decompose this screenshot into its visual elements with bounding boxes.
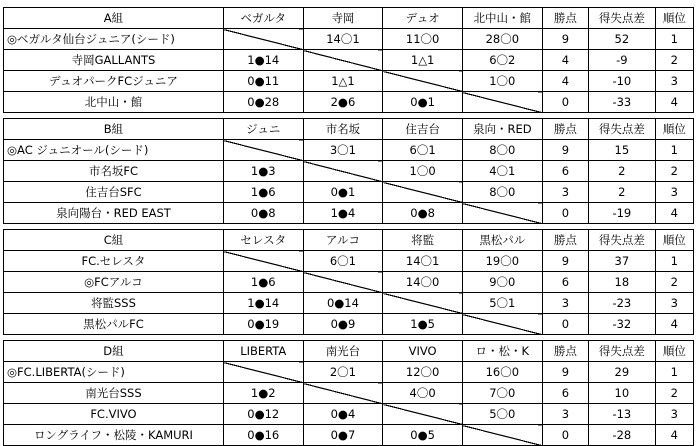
- points-value: 6: [542, 383, 588, 404]
- match-result: 5〇1: [462, 293, 542, 314]
- self-match-cell: [303, 161, 383, 182]
- opponent-header: ジュニ: [223, 119, 303, 140]
- goal-diff-value: 15: [589, 140, 656, 161]
- opponent-header: 市名坂: [303, 119, 383, 140]
- goal-diff-value: -32: [589, 314, 656, 335]
- match-result: 6〇1: [303, 251, 383, 272]
- goal-diff-header: 得失点差: [589, 341, 656, 362]
- match-result: 0●5: [383, 425, 463, 446]
- goal-diff-value: 10: [589, 383, 656, 404]
- rank-value: 4: [655, 314, 693, 335]
- match-result: 6〇2: [462, 50, 542, 71]
- team-row: [4, 182, 694, 203]
- rank-value: 4: [655, 425, 693, 446]
- self-match-cell: [462, 203, 542, 224]
- group-table: [3, 340, 694, 446]
- self-match-cell: [223, 29, 303, 50]
- opponent-header: デュオ: [383, 8, 463, 29]
- team-name: FC.セレスタ: [4, 251, 224, 272]
- rank-header: 順位: [655, 8, 693, 29]
- rank-header: 順位: [655, 119, 693, 140]
- match-result: 0●12: [223, 404, 303, 425]
- self-match-cell: [303, 50, 383, 71]
- rank-value: 2: [655, 161, 693, 182]
- match-result: 6〇1: [383, 140, 463, 161]
- rank-value: 3: [655, 293, 693, 314]
- team-name: 住吉台SFC: [4, 182, 224, 203]
- match-result: 4〇1: [462, 161, 542, 182]
- match-result: 1●2: [223, 383, 303, 404]
- points-value: 0: [542, 425, 588, 446]
- team-row: [4, 71, 694, 92]
- match-result: 14〇1: [303, 29, 383, 50]
- points-value: 6: [542, 161, 588, 182]
- group-label: D組: [4, 341, 224, 362]
- opponent-header: 将監: [383, 230, 463, 251]
- goal-diff-value: 2: [589, 182, 656, 203]
- team-row: [4, 272, 694, 293]
- match-result: 2●6: [303, 92, 383, 113]
- team-name: FC.VIVO: [4, 404, 224, 425]
- match-result: 5〇0: [462, 404, 542, 425]
- team-name: ロングライフ・松陵・KAMURI: [4, 425, 224, 446]
- rank-value: 2: [655, 272, 693, 293]
- opponent-header: 泉向・RED: [462, 119, 542, 140]
- rank-value: 2: [655, 50, 693, 71]
- self-match-cell: [223, 140, 303, 161]
- match-result: 0●9: [303, 314, 383, 335]
- match-result: 14〇1: [383, 251, 463, 272]
- self-match-cell: [383, 71, 463, 92]
- rank-value: 2: [655, 383, 693, 404]
- goal-diff-value: -10: [589, 71, 656, 92]
- points-header: 勝点: [542, 119, 588, 140]
- match-result: 4〇0: [383, 383, 463, 404]
- match-result: 1●6: [223, 272, 303, 293]
- points-value: 0: [542, 314, 588, 335]
- group-table: [3, 7, 694, 113]
- opponent-header: アルコ: [303, 230, 383, 251]
- match-result: 0●16: [223, 425, 303, 446]
- self-match-cell: [223, 362, 303, 383]
- team-row: [4, 92, 694, 113]
- rank-header: 順位: [655, 230, 693, 251]
- team-name: 市名坂FC: [4, 161, 224, 182]
- group-header-row: [4, 230, 694, 251]
- team-name: 南光台SSS: [4, 383, 224, 404]
- match-result: 1●4: [303, 203, 383, 224]
- team-name: ◎FCアルコ: [4, 272, 224, 293]
- match-result: 1〇0: [462, 71, 542, 92]
- points-value: 9: [542, 251, 588, 272]
- self-match-cell: [462, 425, 542, 446]
- self-match-cell: [383, 182, 463, 203]
- match-result: 1●14: [223, 50, 303, 71]
- opponent-header: ロ・松・K: [462, 341, 542, 362]
- rank-value: 1: [655, 362, 693, 383]
- match-result: 8〇0: [462, 140, 542, 161]
- self-match-cell: [462, 92, 542, 113]
- team-name: 将監SSS: [4, 293, 224, 314]
- group-table: [3, 118, 694, 224]
- match-result: 0●1: [303, 182, 383, 203]
- points-value: 9: [542, 29, 588, 50]
- match-result: 0●28: [223, 92, 303, 113]
- self-match-cell: [383, 293, 463, 314]
- rank-value: 4: [655, 203, 693, 224]
- goal-diff-value: 18: [589, 272, 656, 293]
- goal-diff-value: -23: [589, 293, 656, 314]
- team-row: [4, 251, 694, 272]
- opponent-header: LIBERTA: [223, 341, 303, 362]
- goal-diff-header: 得失点差: [589, 230, 656, 251]
- team-row: [4, 161, 694, 182]
- match-result: 0●11: [223, 71, 303, 92]
- group-table: [3, 229, 694, 335]
- team-name: 泉向陽台・RED EAST: [4, 203, 224, 224]
- opponent-header: 南光台: [303, 341, 383, 362]
- rank-value: 1: [655, 140, 693, 161]
- team-name: デュオパークFCジュニア: [4, 71, 224, 92]
- match-result: 0●1: [383, 92, 463, 113]
- match-result: 9〇0: [462, 272, 542, 293]
- opponent-header: VIVO: [383, 341, 463, 362]
- match-result: 1●14: [223, 293, 303, 314]
- rank-value: 3: [655, 404, 693, 425]
- points-header: 勝点: [542, 8, 588, 29]
- match-result: 0●8: [383, 203, 463, 224]
- match-result: 1●5: [383, 314, 463, 335]
- self-match-cell: [462, 314, 542, 335]
- match-result: 0●7: [303, 425, 383, 446]
- group-label: C組: [4, 230, 224, 251]
- points-value: 9: [542, 140, 588, 161]
- match-result: 0●8: [223, 203, 303, 224]
- match-result: 0●19: [223, 314, 303, 335]
- match-result: 1△1: [303, 71, 383, 92]
- goal-diff-value: 52: [589, 29, 656, 50]
- points-value: 3: [542, 404, 588, 425]
- team-name: 寺岡GALLANTS: [4, 50, 224, 71]
- rank-value: 3: [655, 71, 693, 92]
- group-header-row: [4, 119, 694, 140]
- self-match-cell: [223, 251, 303, 272]
- opponent-header: セレスタ: [223, 230, 303, 251]
- match-result: 1△1: [383, 50, 463, 71]
- rank-value: 4: [655, 92, 693, 113]
- match-result: 2〇1: [303, 362, 383, 383]
- match-result: 8〇0: [462, 182, 542, 203]
- team-row: [4, 203, 694, 224]
- goal-diff-value: 2: [589, 161, 656, 182]
- group-label: B組: [4, 119, 224, 140]
- points-value: 6: [542, 272, 588, 293]
- points-header: 勝点: [542, 230, 588, 251]
- team-name: ◎FC.LIBERTA(シード): [4, 362, 224, 383]
- team-row: [4, 425, 694, 446]
- group-label: A組: [4, 8, 224, 29]
- goal-diff-value: -19: [589, 203, 656, 224]
- team-row: [4, 293, 694, 314]
- match-result: 1〇0: [383, 161, 463, 182]
- match-result: 14〇0: [383, 272, 463, 293]
- self-match-cell: [383, 404, 463, 425]
- team-row: [4, 29, 694, 50]
- rank-value: 1: [655, 251, 693, 272]
- goal-diff-value: 29: [589, 362, 656, 383]
- match-result: 1●6: [223, 182, 303, 203]
- team-name: 黒松パルFC: [4, 314, 224, 335]
- rank-header: 順位: [655, 341, 693, 362]
- rank-value: 3: [655, 182, 693, 203]
- match-result: 19〇0: [462, 251, 542, 272]
- match-result: 0●4: [303, 404, 383, 425]
- match-result: 0●14: [303, 293, 383, 314]
- team-name: ◎AC ジュニオール(シード): [4, 140, 224, 161]
- team-name: ◎ベガルタ仙台ジュニア(シード): [4, 29, 224, 50]
- points-value: 0: [542, 203, 588, 224]
- goal-diff-value: -13: [589, 404, 656, 425]
- match-result: 12〇0: [383, 362, 463, 383]
- goal-diff-header: 得失点差: [589, 8, 656, 29]
- goal-diff-value: 37: [589, 251, 656, 272]
- points-value: 0: [542, 92, 588, 113]
- self-match-cell: [303, 383, 383, 404]
- match-result: 3〇1: [303, 140, 383, 161]
- match-result: 11〇0: [383, 29, 463, 50]
- team-row: [4, 383, 694, 404]
- points-value: 4: [542, 71, 588, 92]
- goal-diff-header: 得失点差: [589, 119, 656, 140]
- goal-diff-value: -28: [589, 425, 656, 446]
- opponent-header: 黒松パル: [462, 230, 542, 251]
- points-value: 3: [542, 293, 588, 314]
- match-result: 1●3: [223, 161, 303, 182]
- team-row: [4, 140, 694, 161]
- goal-diff-value: -33: [589, 92, 656, 113]
- team-row: [4, 314, 694, 335]
- rank-value: 1: [655, 29, 693, 50]
- points-header: 勝点: [542, 341, 588, 362]
- points-value: 3: [542, 182, 588, 203]
- team-name: 北中山・館: [4, 92, 224, 113]
- opponent-header: 寺岡: [303, 8, 383, 29]
- goal-diff-value: -9: [589, 50, 656, 71]
- opponent-header: ベガルタ: [223, 8, 303, 29]
- group-header-row: [4, 8, 694, 29]
- opponent-header: 住吉台: [383, 119, 463, 140]
- match-result: 7〇0: [462, 383, 542, 404]
- match-result: 16〇0: [462, 362, 542, 383]
- self-match-cell: [303, 272, 383, 293]
- opponent-header: 北中山・館: [462, 8, 542, 29]
- points-value: 4: [542, 50, 588, 71]
- team-row: [4, 404, 694, 425]
- team-row: [4, 362, 694, 383]
- points-value: 9: [542, 362, 588, 383]
- team-row: [4, 50, 694, 71]
- group-header-row: [4, 341, 694, 362]
- match-result: 28〇0: [462, 29, 542, 50]
